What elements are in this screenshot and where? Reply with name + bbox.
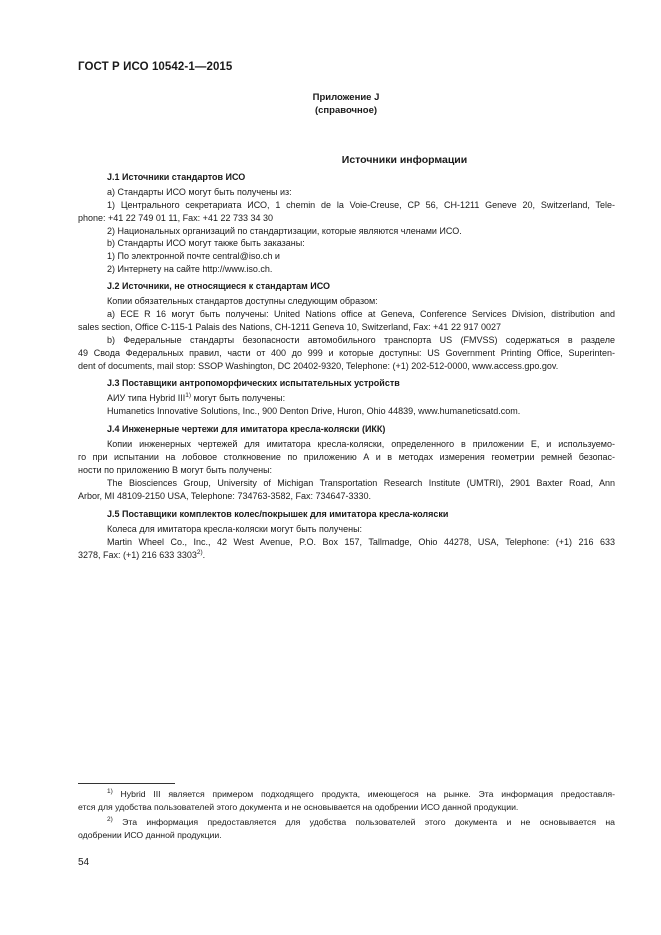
paragraph: 49 Свода Федеральных правил, части от 400 до 999 и которые доступны: US Government Printing Office, Superinten- — [78, 348, 615, 358]
paragraph: го при испытании на лобовое столкновение по приложению А и в методах измерения геометрии ремней безопас- — [78, 452, 615, 462]
footnote: ется для удобства пользователей этого документа и не основывается на одобрении ИСО данной продукции. — [78, 802, 519, 812]
paragraph: а) ECE R 16 могут быть получены: United Nations office at Geneva, Conference Services Division, distribution and — [107, 309, 615, 319]
paragraph: Копии инженерных чертежей для имитатора кресла-коляски, определенного в приложении Е, и используемо- — [107, 439, 615, 449]
section-heading-j3: J.3 Поставщики антропоморфических испытательных устройств — [107, 378, 400, 388]
paragraph: b) Федеральные стандарты безопасности автомобильного транспорта US (FMVSS) содержаться в разделе — [107, 335, 615, 345]
paragraph: Копии обязательных стандартов доступны следующим образом: — [107, 296, 378, 306]
paragraph: Arbor, MI 48109-2150 USA, Telephone: 734763-3582, Fax: 734647-3330. — [78, 491, 372, 501]
paragraph: Humanetics Innovative Solutions, Inc., 900 Denton Drive, Huron, Ohio 44839, www.humaneticsatd.com. — [107, 406, 521, 416]
footnote-ref: 1) — [185, 392, 192, 399]
section-heading-j2: J.2 Источники, не относящиеся к стандартам ИСО — [107, 281, 331, 291]
paragraph: The Biosciences Group, University of Michigan Transportation Research Institute (UMTRI), 2901 Baxter Road, Ann — [107, 478, 615, 488]
paragraph: ности по приложению В могут быть получены: — [78, 465, 273, 475]
paragraph: 3278, Fax: (+1) 216 633 3303$^{2)}$. — [78, 549, 206, 560]
footnote-ref: 2) — [196, 549, 203, 556]
paragraph: phone: +41 22 749 01 11, Fax: +41 22 733 34 30 — [78, 213, 273, 223]
paragraph: sales section, Office C-115-1 Palais des Nations, CH-1211 Geneva 10, Switzerland, Fax: +41 22 917 0027 — [78, 322, 501, 332]
paragraph: 1) Центрального секретариата ИСО, 1 chemin de la Voie-Creuse, CP 56, CH-1211 Geneve 20, Switzerland, Tele- — [107, 200, 615, 210]
section-heading-j5: J.5 Поставщики комплектов колес/покрышек для имитатора кресла-коляски — [107, 509, 449, 519]
document-header: ГОСТ Р ИСО 10542-1—2015 — [78, 61, 233, 73]
paragraph: b) Стандарты ИСО могут также быть заказаны: — [107, 238, 305, 248]
paragraph: Колеса для имитатора кресла-коляски могут быть получены: — [107, 524, 363, 534]
footnote-divider — [78, 783, 175, 784]
annex-label: Приложение J — [312, 92, 380, 103]
paragraph: а) Стандарты ИСО могут быть получены из: — [107, 187, 292, 197]
page-number: 54 — [78, 857, 90, 868]
annex-type: (справочное) — [314, 105, 378, 116]
section-heading-j4: J.4 Инженерные чертежи для имитатора кресла-коляски (ИКК) — [107, 424, 386, 434]
footnote: $^{2)}$ Эта информация предоставляется для удобства пользователей этого документа и не основывается на — [107, 816, 615, 827]
email-reference: 1) По электронной почте central@iso.ch и — [107, 251, 280, 261]
paragraph: dent of documents, mail stop: SSOP Washington, DC 20402-9320, Telephone: (+1) 202-512-0000, www.access.gpo.gov. — [78, 361, 559, 371]
paragraph: АИУ типа Hybrid III$^{1)}$ могут быть получены: — [107, 392, 286, 403]
footnote: $^{1)}$ Hybrid III является примером подходящего продукта, имеющегося на рынке. Эта информация предоставля- — [107, 788, 615, 799]
paragraph: 2) Национальных организаций по стандартизации, которые являются членами ИСО. — [107, 226, 462, 236]
annex-title: Источники информации — [341, 154, 468, 166]
website-reference: 2) Интернету на сайте http://www.iso.ch. — [107, 264, 273, 274]
section-heading-j1: J.1 Источники стандартов ИСО — [107, 172, 246, 182]
paragraph: Martin Wheel Co., Inc., 42 West Avenue, P.O. Box 157, Tallmadge, Ohio 44278, USA, Telephone: (+1) 216 633 — [107, 537, 615, 547]
footnote: одобрении ИСО данной продукции. — [78, 830, 222, 840]
